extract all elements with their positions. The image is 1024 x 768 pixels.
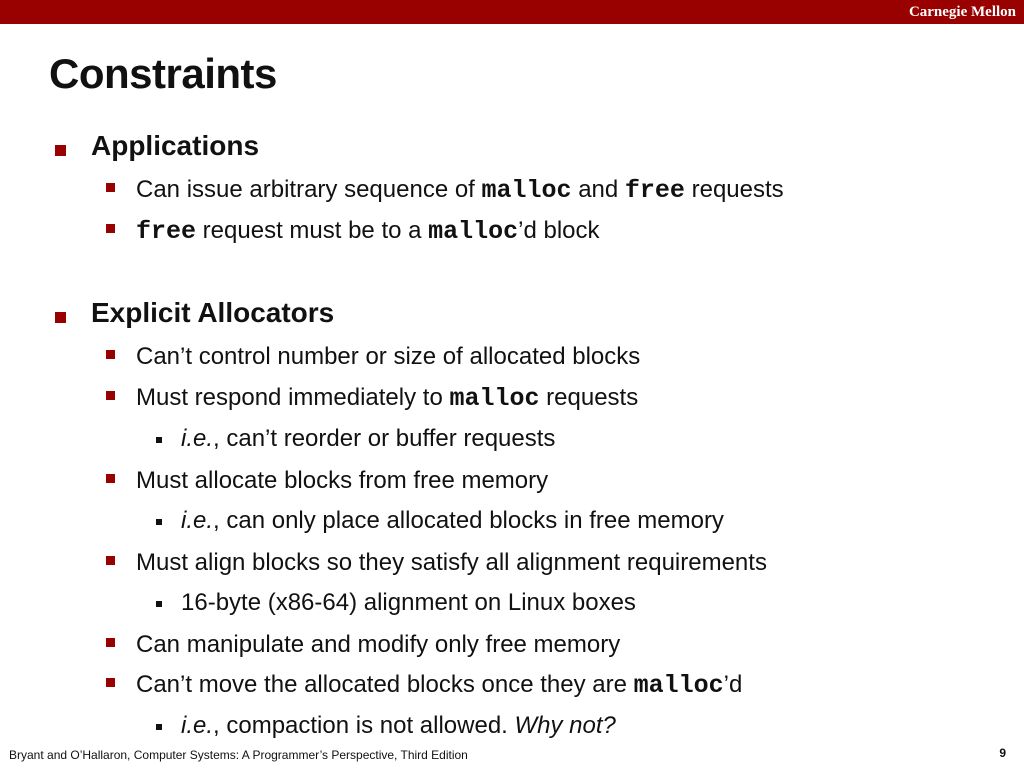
bullet-square-icon bbox=[156, 724, 162, 730]
slide-title: Constraints bbox=[49, 50, 277, 97]
bullet-square-icon bbox=[106, 391, 115, 400]
bullet-square-icon bbox=[156, 519, 162, 525]
list-item: Can issue arbitrary sequence of malloc and free requests bbox=[136, 176, 784, 205]
list-item: Must allocate blocks from free memory bbox=[136, 467, 549, 494]
section-heading-applications: Applications bbox=[91, 130, 260, 161]
list-item: free request must be to a malloc’d block bbox=[136, 217, 600, 246]
brand-label: Carnegie Mellon bbox=[908, 4, 1016, 20]
bullet-square-icon bbox=[106, 638, 115, 647]
list-item: i.e., can’t reorder or buffer requests bbox=[181, 425, 556, 452]
list-item: Can’t control number or size of allocated blocks bbox=[136, 343, 641, 370]
list-item: i.e., compaction is not allowed. Why not? bbox=[181, 712, 616, 739]
list-item: Must align blocks so they satisfy all alignment requirements bbox=[136, 549, 767, 576]
bullet-square-icon bbox=[106, 183, 115, 192]
footer-citation: Bryant and O’Hallaron, Computer Systems: A Programmer’s Perspective, Third Edition bbox=[9, 748, 468, 762]
bullet-square-icon bbox=[156, 437, 162, 443]
list-item: Can manipulate and modify only free memory bbox=[136, 631, 621, 658]
bullet-square-icon bbox=[106, 350, 115, 359]
bullet-square-icon bbox=[106, 224, 115, 233]
list-item: Can’t move the allocated blocks once they are malloc’d bbox=[136, 671, 743, 700]
bullet-square-icon bbox=[106, 556, 115, 565]
header-bar bbox=[0, 0, 1024, 24]
list-item: i.e., can only place allocated blocks in free memory bbox=[181, 507, 724, 534]
list-item: 16-byte (x86-64) alignment on Linux boxes bbox=[181, 589, 636, 616]
bullet-square-icon bbox=[55, 145, 66, 156]
bullet-square-icon bbox=[55, 312, 66, 323]
bullet-square-icon bbox=[156, 601, 162, 607]
bullet-square-icon bbox=[106, 678, 115, 687]
page-number: 9 bbox=[999, 746, 1006, 760]
list-item: Must respond immediately to malloc requests bbox=[136, 384, 639, 413]
bullet-square-icon bbox=[106, 474, 115, 483]
section-heading-explicit-allocators: Explicit Allocators bbox=[91, 297, 335, 328]
